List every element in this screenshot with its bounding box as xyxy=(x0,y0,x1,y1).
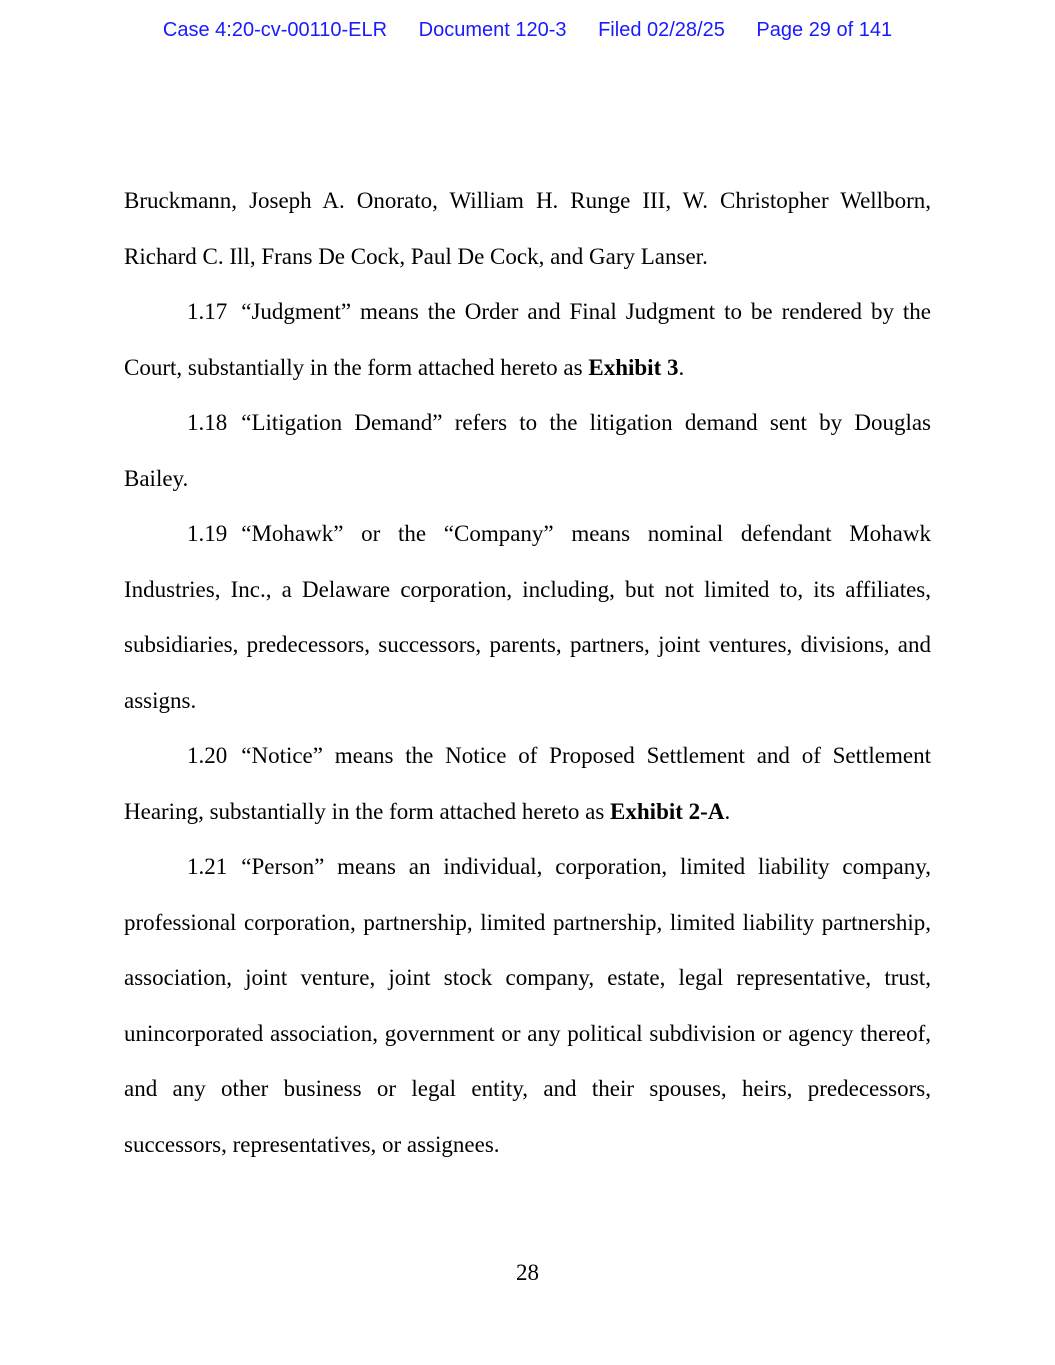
section-text: “Notice” means the Notice of Proposed Settlement and of Settlement Hearing, substantially in the form attached hereto as xyxy=(124,743,931,824)
section-text: “Person” means an individual, corporation, limited liability company, professional corporation, partnership, limited partnership, limited liability partnership, association, joint venture, joint stock company, estate, legal representative, trust, unincorporated association, government or any political subdivision or agency thereof, and any other business or legal entity, and their spouses, heirs, predecessors, successors, representatives, or assignees. xyxy=(124,854,931,1157)
page-count: Page 29 of 141 xyxy=(756,19,893,41)
section-1-18 xyxy=(124,395,931,506)
exhibit-reference: Exhibit 3 xyxy=(588,354,679,380)
section-number: 1.17 xyxy=(187,299,228,324)
section-text: “Litigation Demand” refers to the litigation demand sent by Douglas Bailey. xyxy=(124,410,931,491)
continuation-paragraph: Bruckmann, Joseph A. Onorato, William H. Runge III, W. Christopher Wellborn, Richard C. Ill, Frans De Cock, Paul De Cock, and Gary Lanser. xyxy=(124,188,931,269)
section-1-17 xyxy=(124,284,931,395)
document-body xyxy=(124,173,931,1172)
section-number: 1.20 xyxy=(187,743,228,768)
section-text: “Mohawk” or the “Company” means nominal defendant Mohawk Industries, Inc., a Delaware corporation, including, but not limited to, its affiliates, subsidiaries, predecessors, successors, parents, partners, joint ventures, divisions, and assigns. xyxy=(124,521,931,713)
section-text-end: . xyxy=(678,354,685,380)
section-1-20 xyxy=(124,728,931,839)
court-filing-stamp xyxy=(0,19,1055,42)
section-text: “Judgment” means the Order and Final Judgment to be rendered by the Court, substantially in the form attached hereto as xyxy=(124,299,931,380)
filed-date: Filed 02/28/25 xyxy=(598,19,725,41)
section-number: 1.18 xyxy=(187,410,228,435)
case-number: Case 4:20-cv-00110-ELR xyxy=(162,19,388,41)
section-number: 1.19 xyxy=(187,521,228,546)
section-number: 1.21 xyxy=(187,854,228,879)
exhibit-reference: Exhibit 2-A xyxy=(610,798,725,824)
section-1-21 xyxy=(124,839,931,1172)
section-1-19 xyxy=(124,506,931,728)
section-text-end: . xyxy=(724,798,731,824)
document-number: Document 120-3 xyxy=(418,19,567,41)
page-number: 28 xyxy=(516,1260,539,1285)
